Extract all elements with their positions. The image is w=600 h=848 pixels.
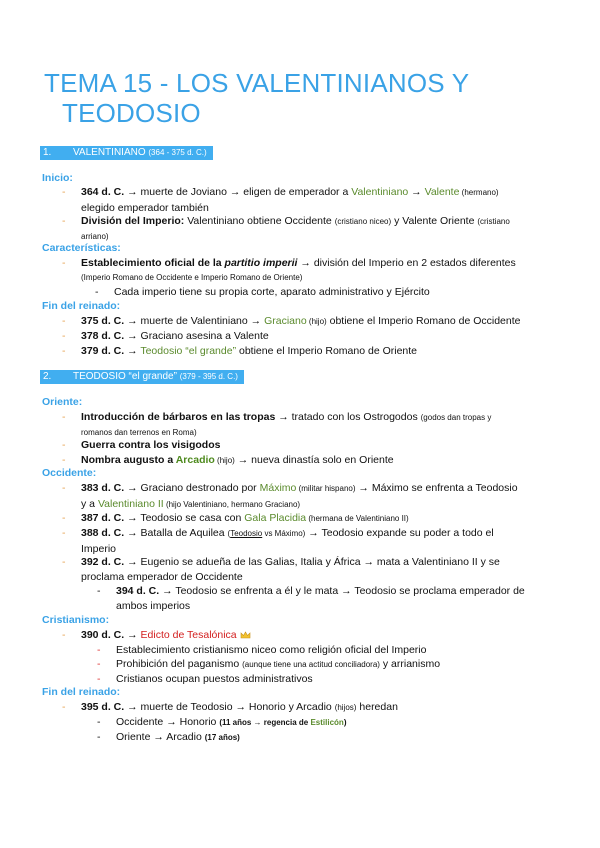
subheading-caracteristicas: Características: (42, 242, 121, 254)
bullet-dash: - (62, 315, 66, 327)
subheading-oriente: Oriente: (42, 396, 83, 408)
bullet-dash: - (62, 215, 66, 227)
list-subitem: - Cada imperio tiene su propia corte, aparato administrativo y Ejército (95, 286, 430, 298)
list-subitem: - Establecimiento cristianismo niceo como religión oficial del Imperio (97, 644, 427, 656)
list-item: - 388 d. C. → Batalla de Aquilea (Teodosio vs Máximo) → Teodosio expande su poder a todo el Imperio (62, 527, 494, 555)
list-subitem: - 394 d. C. → Teodosio se enfrenta a él y le mata → Teodosio se proclama emperador de ambos imperios (97, 585, 525, 612)
section-number: 2. (43, 371, 52, 382)
section-label: TEODOSIO “el grande” (73, 371, 177, 382)
bullet-dash: - (62, 439, 66, 451)
title-line-2: TEODOSIO (62, 98, 201, 128)
subheading-inicio: Inicio: (42, 172, 73, 184)
crown-icon (240, 631, 251, 639)
section-dates: (379 - 395 d. C.) (179, 372, 238, 381)
list-subitem: - Cristianos ocupan puestos administrativos (97, 673, 313, 685)
bullet-dash: - (97, 644, 101, 656)
section-heading-valentiniano (40, 146, 213, 160)
bullet-dash: - (62, 556, 66, 568)
list-item: - 390 d. C. → Edicto de Tesalónica (62, 628, 562, 643)
list-item: - Nombra augusto a Arcadio (hijo) → nueva dinastía solo en Oriente (62, 454, 394, 466)
bullet-dash: - (97, 731, 101, 743)
subheading-fin-reinado-2: Fin del reinado: (42, 686, 121, 698)
list-item: - 364 d. C. → muerte de Joviano → eligen de emperador a Valentiniano → Valente (hermano) elegido emperador también (62, 186, 499, 214)
list-item: - 392 d. C. → Eugenio se adueña de las Galias, Italia y África → mata a Valentiniano II y se proclama emperador de Occidente (62, 556, 500, 583)
subheading-occidente: Occidente: (42, 467, 97, 479)
section-dates: (364 - 375 d. C.) (148, 148, 207, 157)
list-item: - Establecimiento oficial de la partitio imperii → división del Imperio en 2 estados diferentes (Imperio Romano de Occidente e Imperio Romano de Oriente) (62, 257, 516, 282)
list-item: - 378 d. C. → Graciano asesina a Valente (62, 330, 269, 342)
bullet-dash: - (62, 512, 66, 524)
list-item: - 383 d. C. → Graciano destronado por Máximo (militar hispano) → Máximo se enfrenta a Teodosio y a Valentiniano II (hijo Valentiniano, hermano Graciano) (62, 482, 518, 510)
subheading-cristianismo: Cristianismo: (42, 614, 110, 626)
bullet-dash: - (62, 186, 66, 198)
list-item: - División del Imperio: Valentiniano obtiene Occidente (cristiano niceo) y Valente Oriente (cristiano arriano) (62, 215, 510, 241)
bullet-dash: - (95, 286, 99, 298)
section-heading-teodosio (40, 370, 244, 384)
bullet-dash: - (97, 673, 101, 685)
bullet-dash: - (97, 658, 101, 670)
bullet-dash: - (62, 701, 66, 713)
list-item: - 379 d. C. → Teodosio “el grande” obtiene el Imperio Romano de Oriente (62, 345, 418, 357)
section-number: 1. (43, 147, 52, 158)
list-item: - 375 d. C. → muerte de Valentiniano → Graciano (hijo) obtiene el Imperio Romano de Occidente (62, 315, 521, 327)
list-subitem: - Prohibición del paganismo (aunque tiene una actitud conciliadora) y arrianismo (97, 658, 441, 670)
list-subitem: - Occidente → Honorio (11 años → regencia de Estilicón) (97, 716, 347, 728)
bullet-dash: - (62, 345, 66, 357)
subheading-fin-reinado-1: Fin del reinado: (42, 300, 121, 312)
bullet-dash: - (62, 411, 66, 423)
list-item: - 395 d. C. → muerte de Teodosio → Honorio y Arcadio (hijos) heredan (62, 701, 398, 713)
list-item: - 387 d. C. → Teodosio se casa con Gala Placidia (hermana de Valentiniano II) (62, 512, 409, 524)
bullet-dash: - (62, 257, 66, 269)
bullet-dash: - (97, 716, 101, 728)
bullet-dash: - (62, 330, 66, 342)
page-title (44, 68, 564, 128)
list-subitem: - Oriente → Arcadio (17 años) (97, 731, 240, 743)
bullet-dash: - (62, 527, 66, 539)
bullet-dash: - (62, 482, 66, 494)
list-item: - Introducción de bárbaros en las tropas → tratado con los Ostrogodos (godos dan tropas y romanos dan terrenos en Roma) (62, 411, 492, 437)
bullet-dash: - (97, 585, 101, 597)
list-item: - Guerra contra los visigodos (62, 439, 221, 451)
bullet-dash: - (62, 629, 66, 641)
section-label: VALENTINIANO (73, 147, 146, 158)
title-line-1: TEMA 15 - LOS VALENTINIANOS Y (44, 68, 470, 98)
bullet-dash: - (62, 454, 66, 466)
